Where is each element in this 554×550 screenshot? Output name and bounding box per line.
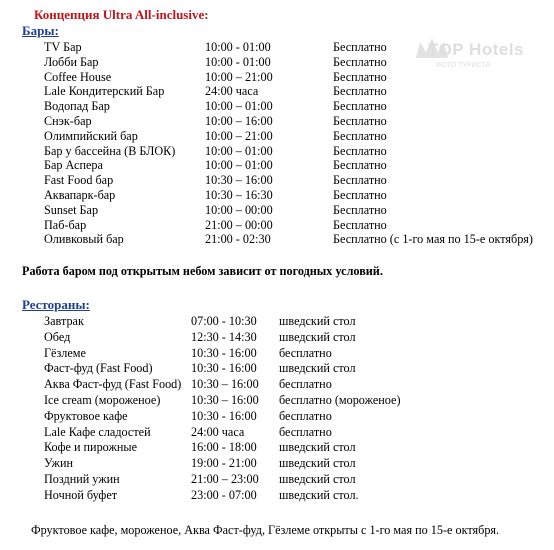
bar-price: Бесплатно: [333, 217, 387, 232]
bar-time: 10:00 – 01:00: [205, 143, 273, 158]
bar-row: [0, 218, 554, 233]
bar-time: 10:00 - 01:00: [205, 54, 271, 69]
restaurant-name: Ice cream (мороженое): [44, 393, 161, 407]
bar-price: Бесплатно (с 1-го мая по 15-е октября): [333, 232, 533, 247]
restaurant-row: [0, 440, 554, 455]
restaurant-price: бесплатно: [279, 377, 332, 392]
bar-price: Бесплатно: [333, 54, 387, 69]
restaurant-price: шведский стол.: [279, 487, 359, 502]
restaurant-name: Завтрак: [44, 314, 84, 328]
bar-time: 10:00 - 01:00: [205, 40, 271, 54]
restaurant-name: Lale Кафе сладостей: [44, 424, 151, 439]
bar-name: Sunset Бар: [44, 202, 99, 217]
bar-name: TV Бар: [44, 40, 82, 54]
restaurant-row: [0, 472, 554, 487]
bar-row: [0, 114, 554, 129]
bars-heading: Бары:: [22, 23, 59, 38]
bar-name: Coffee House: [44, 69, 112, 84]
bar-row: [0, 158, 554, 173]
restaurant-price: шведский стол: [279, 440, 356, 455]
bar-time: 10:30 – 16:30: [205, 188, 273, 202]
bar-price: Бесплатно: [333, 173, 387, 188]
watermark-tagline: ФОТО ТУРИСТА: [436, 62, 491, 69]
restaurant-row: [0, 314, 554, 329]
restaurant-name: Фруктовое кафе: [44, 408, 128, 423]
bar-time: 21:00 - 02:30: [205, 232, 271, 247]
bar-name: Снэк-бар: [44, 114, 92, 128]
restaurant-price: шведский стол: [279, 361, 356, 376]
restaurant-price: бесплатно (мороженое): [279, 393, 401, 407]
bar-name: Паб-бар: [44, 217, 87, 232]
restaurant-row: [0, 393, 554, 408]
restaurant-time: 21:00 – 23:00: [191, 472, 259, 486]
restaurant-name: Обед: [44, 329, 71, 344]
restaurant-time: 16:00 - 18:00: [191, 440, 257, 455]
bar-name: Водопад Бар: [44, 99, 110, 114]
restaurant-name: Поздний ужин: [44, 472, 120, 486]
bar-name: Олимпийский бар: [44, 128, 138, 143]
bar-row: [0, 173, 554, 188]
bar-row: [0, 188, 554, 203]
bar-row: [0, 144, 554, 159]
bar-price: Бесплатно: [333, 128, 387, 143]
bar-price: Бесплатно: [333, 158, 387, 173]
bar-name: Оливковый бар: [44, 232, 124, 247]
restaurant-row: [0, 346, 554, 361]
document-title: Концепция Ultra All-inclusive:: [34, 7, 209, 22]
restaurant-price: бесплатно: [279, 408, 332, 423]
restaurant-name: Кофе и пирожные: [44, 440, 138, 455]
bar-row: [0, 99, 554, 114]
restaurant-row: [0, 330, 554, 345]
restaurant-row: [0, 409, 554, 424]
bar-name: Лобби Бар: [44, 54, 99, 69]
bar-name: Бар Аспера: [44, 158, 103, 173]
bar-name: Lale Кондитерский Бар: [44, 84, 165, 99]
restaurant-name: Ужин: [44, 456, 74, 471]
tophotels-watermark: [410, 28, 530, 78]
bar-time: 10:00 – 01:00: [205, 99, 273, 114]
bar-time: 10:00 – 16:00: [205, 114, 273, 128]
restaurant-time: 10:30 - 16:00: [191, 408, 257, 423]
bar-price: Бесплатно: [333, 99, 387, 114]
restaurant-price: бесплатно: [279, 345, 332, 360]
restaurant-row: [0, 425, 554, 440]
restaurant-name: Аква Фаст-фуд (Fast Food): [44, 377, 182, 392]
bar-row: [0, 129, 554, 144]
bar-row: [0, 84, 554, 99]
bar-time: 10:00 – 21:00: [205, 69, 273, 84]
restaurant-time: 10:30 - 16:00: [191, 361, 257, 376]
bar-time: 10:00 – 01:00: [205, 158, 273, 173]
restaurant-time: 12:30 - 14:30: [191, 329, 257, 344]
weather-note: Работа баром под открытым небом зависит от погодных условий.: [22, 264, 383, 278]
restaurant-name: Гёзлеме: [44, 345, 86, 360]
restaurant-time: 24:00 часа: [191, 424, 245, 439]
bar-time: 10:00 – 21:00: [205, 128, 273, 143]
restaurant-row: [0, 361, 554, 376]
bar-time: 10:30 – 16:00: [205, 173, 273, 188]
bar-time: 10:00 – 00:00: [205, 202, 273, 217]
restaurant-time: 07:00 - 10:30: [191, 314, 257, 328]
bar-price: Бесплатно: [333, 40, 387, 54]
restaurant-time: 10:30 – 16:00: [191, 393, 259, 407]
bar-price: Бесплатно: [333, 202, 387, 217]
bar-price: Бесплатно: [333, 114, 387, 128]
restaurant-price: шведский стол: [279, 456, 356, 471]
footer-note: Фруктовое кафе, мороженое, Аква Фаст-фуд, Гёзлеме открыты с 1-го мая по 15-е октября.: [31, 523, 500, 537]
bar-name: Бар у бассейна (В БЛОК): [44, 143, 176, 158]
restaurant-row: [0, 456, 554, 471]
restaurant-price: шведский стол: [279, 472, 356, 486]
restaurant-time: 23:00 - 07:00: [191, 487, 257, 502]
restaurant-time: 10:30 - 16:00: [191, 345, 257, 360]
bar-price: Бесплатно: [333, 188, 387, 202]
restaurant-price: бесплатно: [279, 424, 332, 439]
bar-price: Бесплатно: [333, 69, 387, 84]
bar-time: 24:00 часа: [205, 84, 259, 99]
bar-name: Аквапарк-бар: [44, 188, 116, 202]
bar-price: Бесплатно: [333, 143, 387, 158]
bar-name: Fast Food бар: [44, 173, 114, 188]
bar-time: 21:00 – 00:00: [205, 217, 273, 232]
restaurant-time: 10:30 – 16:00: [191, 377, 259, 392]
restaurant-row: [0, 377, 554, 392]
restaurant-row: [0, 488, 554, 503]
restaurants-heading: Рестораны:: [22, 297, 90, 312]
restaurant-name: Ночной буфет: [44, 487, 118, 502]
bar-row: [0, 203, 554, 218]
bar-price: Бесплатно: [333, 84, 387, 99]
restaurant-price: шведский стол: [279, 329, 356, 344]
restaurant-time: 19:00 - 21:00: [191, 456, 257, 471]
bar-row: [0, 232, 554, 247]
restaurant-price: шведский стол: [279, 314, 356, 328]
restaurant-name: Фаст-фуд (Fast Food): [44, 361, 153, 376]
watermark-brand: TOP Hotels: [428, 40, 525, 59]
